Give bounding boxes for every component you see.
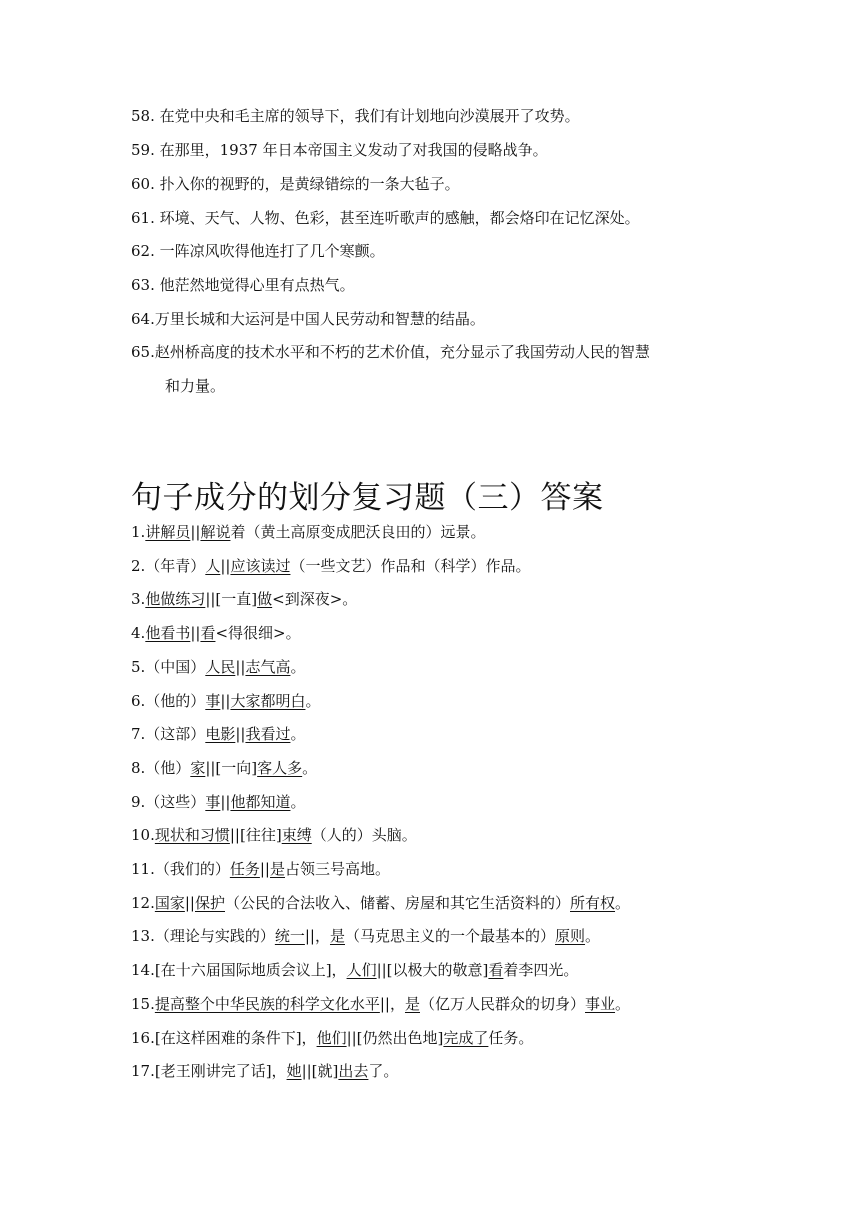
answer-text: 6.（他的） bbox=[131, 692, 206, 710]
underlined-constituent: 讲解员 bbox=[145, 523, 191, 541]
answer-text: 12. bbox=[131, 894, 155, 912]
answer-text: 任务。 bbox=[488, 1029, 534, 1047]
answer-text: 16.[在这样困难的条件下]， bbox=[131, 1029, 317, 1047]
answer-text: <得很细>。 bbox=[215, 624, 301, 642]
underlined-constituent: 现状和习惯 bbox=[154, 826, 230, 844]
underlined-constituent: 事 bbox=[205, 692, 221, 710]
answer-text: （公民的合法收入、储蓄、房屋和其它生活资料的） bbox=[225, 894, 571, 912]
answer-text: 9.（这些） bbox=[131, 793, 206, 811]
underlined-constituent: 所有权 bbox=[570, 894, 616, 912]
answer-text: ||[仍然出色地] bbox=[346, 1029, 444, 1047]
answer-text: 7.（这部） bbox=[131, 725, 206, 743]
answer-text: || bbox=[220, 692, 231, 710]
exercise-item: 64.万里长城和大运河是中国人民劳动和智慧的结晶。 bbox=[131, 310, 485, 328]
answer-text: 了。 bbox=[368, 1062, 399, 1080]
answer-item bbox=[131, 960, 578, 980]
underlined-constituent: 客人多 bbox=[257, 759, 303, 777]
underlined-constituent: 家 bbox=[190, 759, 206, 777]
answer-item bbox=[131, 859, 390, 879]
answer-text: 。 bbox=[585, 927, 601, 945]
answer-text: 着（黄土高原变成肥沃良田的）远景。 bbox=[230, 523, 486, 541]
answer-text: 5.（中国） bbox=[131, 658, 206, 676]
underlined-constituent: 他看书 bbox=[145, 624, 191, 642]
underlined-constituent: 人们 bbox=[346, 961, 377, 979]
answer-text: ||[以极大的敬意] bbox=[376, 961, 489, 979]
answer-text: 。 bbox=[615, 894, 631, 912]
underlined-constituent: 任务 bbox=[229, 860, 260, 878]
underlined-constituent: 是 bbox=[269, 860, 285, 878]
answer-text: 2.（年青） bbox=[131, 557, 206, 575]
underlined-constituent: 电影 bbox=[205, 725, 236, 743]
answer-text: 。 bbox=[290, 658, 306, 676]
answer-item bbox=[131, 758, 317, 778]
underlined-constituent: 是 bbox=[329, 927, 345, 945]
answer-text: || bbox=[235, 725, 246, 743]
underlined-constituent: 解说 bbox=[200, 523, 231, 541]
answer-item bbox=[131, 1028, 533, 1048]
answer-text: 着李四光。 bbox=[503, 961, 579, 979]
underlined-constituent: 他都知道 bbox=[230, 793, 291, 811]
answer-text: （一些文艺）作品和（科学）作品。 bbox=[290, 557, 531, 575]
answer-text: 15. bbox=[131, 995, 155, 1013]
underlined-constituent: 人 bbox=[205, 557, 221, 575]
answer-item bbox=[131, 724, 305, 744]
underlined-constituent: 束缚 bbox=[281, 826, 312, 844]
underlined-constituent: 出去 bbox=[338, 1062, 369, 1080]
answer-text: ||[就] bbox=[301, 1062, 339, 1080]
answer-text: 。 bbox=[615, 995, 631, 1013]
underlined-constituent: 看 bbox=[200, 624, 216, 642]
underlined-constituent: 大家都明白 bbox=[230, 692, 306, 710]
underlined-constituent: 她 bbox=[286, 1062, 302, 1080]
answer-text: 。 bbox=[305, 692, 321, 710]
answer-item bbox=[131, 926, 600, 946]
exercise-item: 63. 他茫然地觉得心里有点热气。 bbox=[131, 276, 355, 294]
exercise-item: 65.赵州桥高度的技术水平和不朽的艺术价值，充分显示了我国劳动人民的智慧 bbox=[131, 343, 650, 361]
answer-text: （亿万人民群众的切身） bbox=[420, 995, 586, 1013]
answer-text: 。 bbox=[302, 759, 318, 777]
answer-text: ||， bbox=[304, 927, 330, 945]
underlined-constituent: 国家 bbox=[154, 894, 185, 912]
answer-text: ||， bbox=[379, 995, 405, 1013]
exercise-item: 61. 环境、天气、人物、色彩，甚至连听歌声的感触，都会烙印在记忆深处。 bbox=[131, 209, 640, 227]
answer-item bbox=[131, 792, 305, 812]
answer-item bbox=[131, 522, 485, 542]
answer-text: 10. bbox=[131, 826, 155, 844]
exercise-item: 60. 扑入你的视野的，是黄绿错综的一条大毡子。 bbox=[131, 175, 460, 193]
answer-item bbox=[131, 893, 630, 913]
answer-item bbox=[131, 691, 320, 711]
answer-item bbox=[131, 623, 301, 643]
underlined-constituent: 应该读过 bbox=[230, 557, 291, 575]
underlined-constituent: 我看过 bbox=[245, 725, 291, 743]
answer-text: ||[一向] bbox=[205, 759, 258, 777]
answer-item bbox=[131, 657, 305, 677]
underlined-constituent: 做 bbox=[257, 590, 273, 608]
underlined-constituent: 他们 bbox=[316, 1029, 347, 1047]
exercise-item: 62. 一阵凉风吹得他连打了几个寒颤。 bbox=[131, 242, 385, 260]
answer-text: || bbox=[259, 860, 270, 878]
answer-item bbox=[131, 825, 417, 845]
answer-text: 占领三号高地。 bbox=[285, 860, 391, 878]
underlined-constituent: 统一 bbox=[274, 927, 305, 945]
item-65-continuation: 和力量。 bbox=[165, 377, 226, 395]
underlined-constituent: 志气高 bbox=[245, 658, 291, 676]
answer-text: <到深夜>。 bbox=[272, 590, 358, 608]
answer-text: （马克思主义的一个最基本的） bbox=[345, 927, 556, 945]
underlined-constituent: 提高整个中华民族的科学文化水平 bbox=[154, 995, 380, 1013]
answer-item bbox=[131, 589, 357, 609]
underlined-constituent: 看 bbox=[488, 961, 504, 979]
section-title: 句子成分的划分复习题（三）答案 bbox=[131, 480, 604, 516]
answer-text: 1. bbox=[131, 523, 146, 541]
answer-text: || bbox=[220, 793, 231, 811]
answer-text: 3. bbox=[131, 590, 146, 608]
answer-item bbox=[131, 994, 630, 1014]
answer-text: || bbox=[190, 624, 201, 642]
answer-text: （人的）头脑。 bbox=[311, 826, 417, 844]
underlined-constituent: 保护 bbox=[194, 894, 225, 912]
answer-text: 11.（我们的） bbox=[131, 860, 230, 878]
underlined-constituent: 完成了 bbox=[443, 1029, 489, 1047]
answer-item bbox=[131, 1061, 398, 1081]
answer-text: 13.（理论与实践的） bbox=[131, 927, 275, 945]
answer-text: ||[一直] bbox=[205, 590, 258, 608]
answer-text: 14.[在十六届国际地质会议上]， bbox=[131, 961, 347, 979]
exercise-item: 58. 在党中央和毛主席的领导下，我们有计划地向沙漠展开了攻势。 bbox=[131, 107, 580, 125]
underlined-constituent: 他做练习 bbox=[145, 590, 206, 608]
exercise-item: 59. 在那里，1937 年日本帝国主义发动了对我国的侵略战争。 bbox=[131, 141, 548, 159]
answer-text: || bbox=[235, 658, 246, 676]
underlined-constituent: 原则 bbox=[555, 927, 586, 945]
underlined-constituent: 事业 bbox=[585, 995, 616, 1013]
answer-text: 17.[老王刚讲完了话]， bbox=[131, 1062, 287, 1080]
answer-text: ||[往往] bbox=[229, 826, 282, 844]
answer-text: || bbox=[184, 894, 195, 912]
answer-item bbox=[131, 556, 530, 576]
underlined-constituent: 是 bbox=[404, 995, 420, 1013]
answer-text: || bbox=[190, 523, 201, 541]
underlined-constituent: 事 bbox=[205, 793, 221, 811]
answer-text: 8.（他） bbox=[131, 759, 191, 777]
answer-text: 。 bbox=[290, 793, 306, 811]
answer-text: 。 bbox=[290, 725, 306, 743]
answer-text: 4. bbox=[131, 624, 146, 642]
underlined-constituent: 人民 bbox=[205, 658, 236, 676]
answer-text: || bbox=[220, 557, 231, 575]
